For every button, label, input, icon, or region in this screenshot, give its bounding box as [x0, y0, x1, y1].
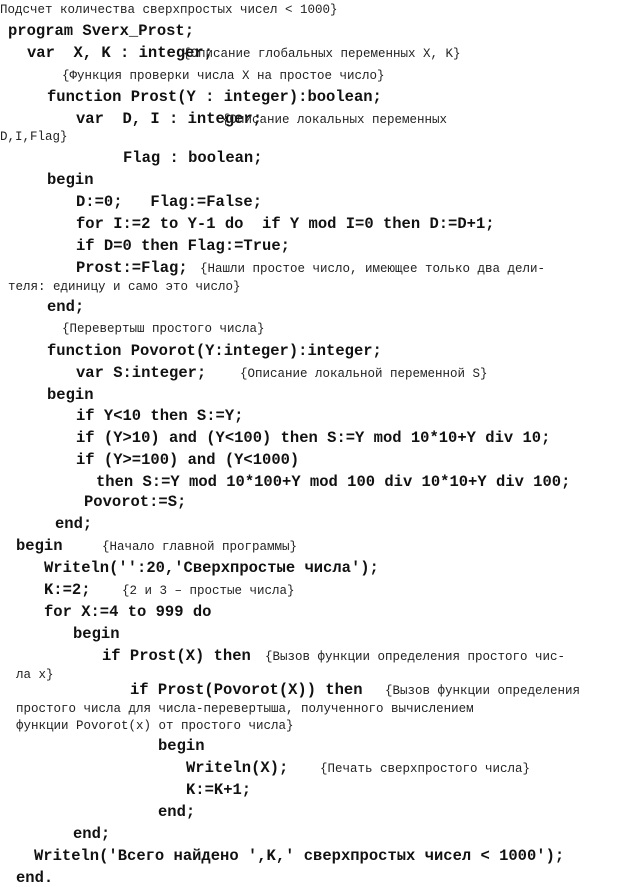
- code-line: if Prost(X) then: [102, 647, 251, 665]
- code-line: end;: [47, 298, 85, 316]
- code-line: if Y<10 then S:=Y;: [76, 407, 244, 425]
- code-line: Writeln(X);: [186, 759, 289, 777]
- code-comment: {Описание локальной переменной S}: [240, 367, 488, 381]
- code-line: Prost:=Flag;: [76, 259, 188, 277]
- code-line: for X:=4 to 999 do: [44, 603, 212, 621]
- code-line: end;: [55, 515, 93, 533]
- code-line: end;: [158, 803, 196, 821]
- code-line: if D=0 then Flag:=True;: [76, 237, 290, 255]
- code-line: for I:=2 to Y-1 do if Y mod I=0 then D:=D+1;: [76, 215, 495, 233]
- code-line: K:=K+1;: [186, 781, 252, 799]
- code-comment: {2 и 3 – простые числа}: [122, 584, 295, 598]
- code-comment: D,I,Flag}: [0, 130, 68, 144]
- code-line: begin: [47, 171, 94, 189]
- code-line: function Povorot(Y:integer):integer;: [47, 342, 382, 360]
- code-comment: теля: единицу и само это число}: [8, 280, 241, 294]
- code-line: if (Y>=100) and (Y<1000): [76, 451, 300, 469]
- code-line: var D, I : integer;: [76, 110, 263, 128]
- code-line: Writeln('Всего найдено ',K,' сверхпростых чисел < 1000');: [34, 847, 565, 865]
- code-line: Writeln('':20,'Сверхпростые числа');: [44, 559, 379, 577]
- code-line: function Prost(Y : integer):boolean;: [47, 88, 382, 106]
- code-line: if (Y>10) and (Y<100) then S:=Y mod 10*10+Y div 10;: [76, 429, 551, 447]
- code-line: D:=0; Flag:=False;: [76, 193, 263, 211]
- code-comment: Подсчет количества сверхпростых чисел < 1000}: [0, 3, 338, 17]
- code-comment: ла x}: [16, 668, 54, 682]
- code-comment: {Вызов функции определения простого чис-: [265, 650, 566, 664]
- code-line: K:=2;: [44, 581, 91, 599]
- code-comment: {Вызов функции определения: [385, 684, 581, 698]
- code-line: end;: [73, 825, 111, 843]
- code-comment: {Нашли простое число, имеющее только два дели-: [200, 262, 546, 276]
- code-line: if Prost(Povorot(X)) then: [130, 681, 363, 699]
- code-line: begin: [16, 537, 63, 555]
- code-line: end.: [16, 869, 54, 887]
- code-line: begin: [47, 386, 94, 404]
- code-line: Flag : boolean;: [123, 149, 263, 167]
- code-comment: {Функция проверки числа X на простое число}: [62, 69, 385, 83]
- code-line: begin: [73, 625, 120, 643]
- code-line: var X, K : integer;: [27, 44, 214, 62]
- code-line: then S:=Y mod 10*100+Y mod 100 div 10*10+Y div 100;: [96, 473, 571, 491]
- code-line: program Sverx_Prost;: [8, 22, 195, 40]
- code-line: Povorot:=S;: [84, 493, 187, 511]
- code-comment: {Перевертыш простого числа}: [62, 322, 265, 336]
- code-comment: {Начало главной программы}: [102, 540, 298, 554]
- code-comment: {Печать сверхпростого числа}: [320, 762, 531, 776]
- code-line: var S:integer;: [76, 364, 207, 382]
- code-comment: функции Povorot(x) от простого числа}: [16, 719, 294, 733]
- code-line: begin: [158, 737, 205, 755]
- code-comment: {Описание локальных переменных: [222, 113, 448, 127]
- code-comment: {Описание глобальных переменных X, K}: [183, 47, 461, 61]
- code-comment: простого числа для числа-перевертыша, полученного вычислением: [16, 702, 474, 716]
